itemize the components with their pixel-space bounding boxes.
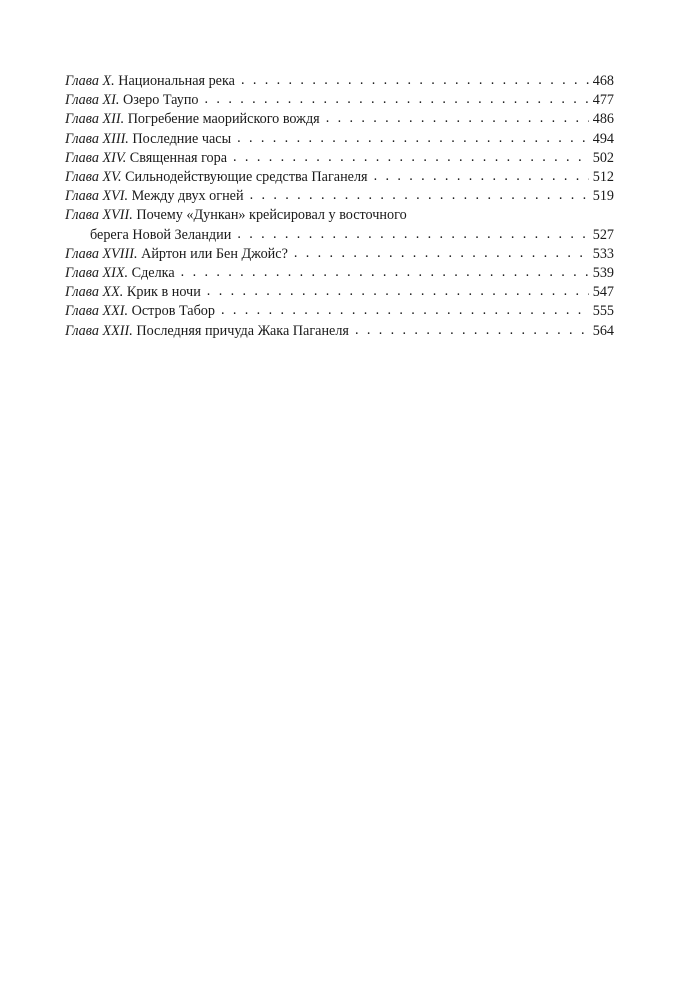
page-number: 533 xyxy=(592,245,614,262)
chapter-title: Озеро Таупо xyxy=(122,92,199,109)
chapter-number: Глава XXII. xyxy=(65,322,133,339)
dot-leader xyxy=(237,129,589,148)
chapter-title: Последние часы xyxy=(132,130,232,147)
chapter-number: Глава XIII. xyxy=(65,130,129,147)
dot-leader xyxy=(237,225,588,244)
chapter-number: Глава XI. xyxy=(65,92,120,109)
chapter-title: Остров Табор xyxy=(131,303,215,320)
dot-leader xyxy=(326,109,589,128)
page-number: 468 xyxy=(592,73,614,89)
toc-entry[interactable] xyxy=(65,149,614,168)
page-number: 564 xyxy=(592,322,614,339)
chapter-number: Глава XII. xyxy=(65,111,125,128)
page-number: 486 xyxy=(592,111,614,128)
page-number: 547 xyxy=(592,284,614,301)
chapter-number: Глава XXI. xyxy=(65,303,129,320)
dot-leader xyxy=(207,282,589,301)
dot-leader xyxy=(205,90,589,109)
toc-entry[interactable] xyxy=(65,91,614,110)
chapter-title: Между двух огней xyxy=(131,188,244,205)
chapter-number: Глава X. xyxy=(65,73,115,89)
toc-entry[interactable] xyxy=(65,110,614,129)
chapter-title: Священная гора xyxy=(129,149,228,166)
dot-leader xyxy=(355,321,589,340)
chapter-number: Глава XX. xyxy=(65,284,124,301)
chapter-number: Глава XVI. xyxy=(65,188,129,205)
toc-entry[interactable] xyxy=(65,206,614,244)
page-number: 512 xyxy=(592,169,614,186)
chapter-title: Сильнодействующие средства Паганеля xyxy=(125,169,368,186)
chapter-title: Айртон или Бен Джойс? xyxy=(141,245,288,262)
page-number: 555 xyxy=(592,303,614,320)
dot-leader xyxy=(181,263,589,282)
chapter-number: Глава XIV. xyxy=(65,149,127,166)
toc-entry[interactable] xyxy=(65,264,614,283)
table-of-contents xyxy=(65,72,614,341)
chapter-number: Глава XVIII. xyxy=(65,245,138,262)
page-number: 519 xyxy=(592,188,614,205)
page-number: 477 xyxy=(592,92,614,109)
page-number: 502 xyxy=(592,149,614,166)
dot-leader xyxy=(374,167,589,186)
toc-entry[interactable] xyxy=(65,302,614,321)
dot-leader xyxy=(241,71,589,90)
chapter-title: Крик в ночи xyxy=(126,284,201,301)
page-number: 494 xyxy=(592,130,614,147)
page-number: 527 xyxy=(592,226,614,243)
toc-entry[interactable] xyxy=(65,187,614,206)
toc-entry[interactable] xyxy=(65,322,614,341)
chapter-title: Последняя причуда Жака Паганеля xyxy=(136,322,349,339)
chapter-title-continuation: берега Новой Зеландии xyxy=(90,226,232,243)
chapter-number: Глава XV. xyxy=(65,169,122,186)
chapter-title: Почему «Дункан» крейсировал у восточного xyxy=(136,207,407,224)
dot-leader xyxy=(233,148,589,167)
toc-entry[interactable] xyxy=(65,283,614,302)
dot-leader xyxy=(221,301,589,320)
toc-entry[interactable] xyxy=(65,168,614,187)
chapter-title: Погребение маорийского вождя xyxy=(127,111,320,128)
chapter-title: Национальная река xyxy=(118,73,235,89)
toc-entry[interactable] xyxy=(65,130,614,149)
dot-leader xyxy=(294,244,589,263)
chapter-number: Глава XVII. xyxy=(65,207,133,224)
chapter-number: Глава XIX. xyxy=(65,265,129,282)
page-number: 539 xyxy=(592,265,614,282)
chapter-title: Сделка xyxy=(131,265,175,282)
toc-entry[interactable] xyxy=(65,72,614,91)
toc-entry[interactable] xyxy=(65,245,614,264)
dot-leader xyxy=(250,186,589,205)
